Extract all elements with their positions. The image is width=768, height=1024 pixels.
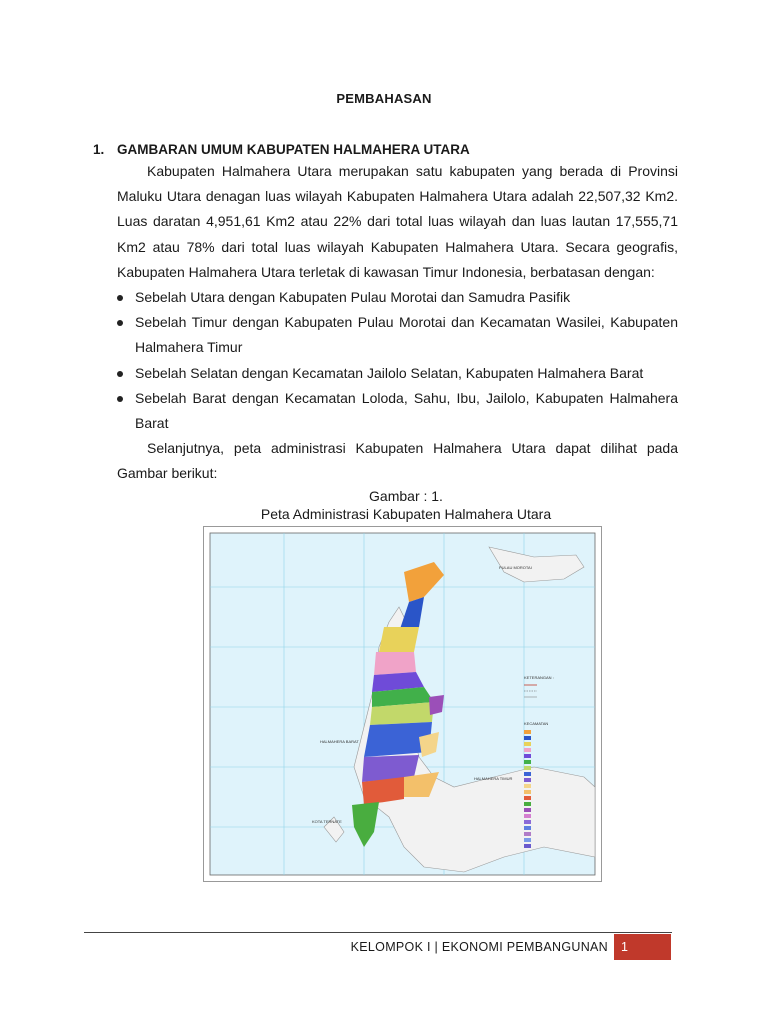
list-item-text: Sebelah Timur dengan Kabupaten Pulau Morotai dan Kecamatan Wasilei, Kabupaten Halmahera Timur (135, 314, 678, 356)
list-item (117, 310, 678, 360)
list-item-text: Sebelah Selatan dengan Kecamatan Jailolo Selatan, Kabupaten Halmahera Barat (135, 364, 644, 381)
list-item (117, 285, 678, 310)
border-list (117, 285, 678, 436)
district-map-area (379, 627, 419, 652)
list-item-text: Sebelah Utara dengan Kabupaten Pulau Morotai dan Samudra Pasifik (135, 289, 571, 305)
list-item (117, 361, 678, 386)
bullet-icon (117, 320, 123, 326)
legend-title: KETERANGAN : (524, 675, 554, 680)
paragraph-intro: Kabupaten Halmahera Utara merupakan satu kabupaten yang berada di Provinsi Maluku Utara denagan luas wilayah Kabupaten Halmahera Utara adalah 22,507,32 Km2. Luas daratan 4,951,61 Km2 atau 22% dari total luas wilayah dan luas lautan 17,555,71 Km2 atau 78% dari total luas wilayah Kabupaten Halmahera Utara. Secara geografis, Kabupaten Halmahera Utara terletak di kawasan Timur Indonesia, berbatasan dengan: (117, 163, 678, 280)
bullet-icon (117, 371, 123, 377)
page-number: 1 (614, 934, 671, 960)
map-label-ternate: KOTA TERNATE (312, 819, 342, 824)
list-item-text: Sebelah Barat dengan Kecamatan Loloda, Sahu, Ibu, Jailolo, Kabupaten Halmahera Barat (135, 389, 678, 432)
footer-text: KELOMPOK I | EKONOMI PEMBANGUNAN (350, 940, 608, 954)
map-label-haltim: HALMAHERA TIMUR (474, 776, 513, 781)
figure-caption-title: Peta Administrasi Kabupaten Halmahera Utara (260, 506, 552, 522)
legend-kecamatan: KECAMATAN (524, 721, 549, 726)
bullet-icon (117, 396, 123, 402)
district-map-area (374, 652, 416, 675)
map-label-halbar: HALMAHERA BARAT (320, 739, 359, 744)
district-map-area (429, 695, 444, 715)
section-title: GAMBARAN UMUM KABUPATEN HALMAHERA UTARA (117, 142, 470, 157)
section-number: 1. (93, 142, 105, 157)
footer-divider (84, 932, 672, 933)
bullet-icon (117, 295, 123, 301)
section-heading (93, 142, 470, 157)
page-title: PEMBAHASAN (336, 91, 432, 106)
map-image (204, 527, 601, 881)
list-item (117, 386, 678, 436)
map-label-morotai: PULAU MOROTAI (499, 565, 532, 570)
map-figure (203, 526, 602, 882)
figure-caption-number: Gambar : 1. (369, 488, 443, 504)
paragraph-figure-intro: Selanjutnya, peta administrasi Kabupaten Halmahera Utara dapat dilihat pada Gambar berikut: (117, 440, 678, 482)
